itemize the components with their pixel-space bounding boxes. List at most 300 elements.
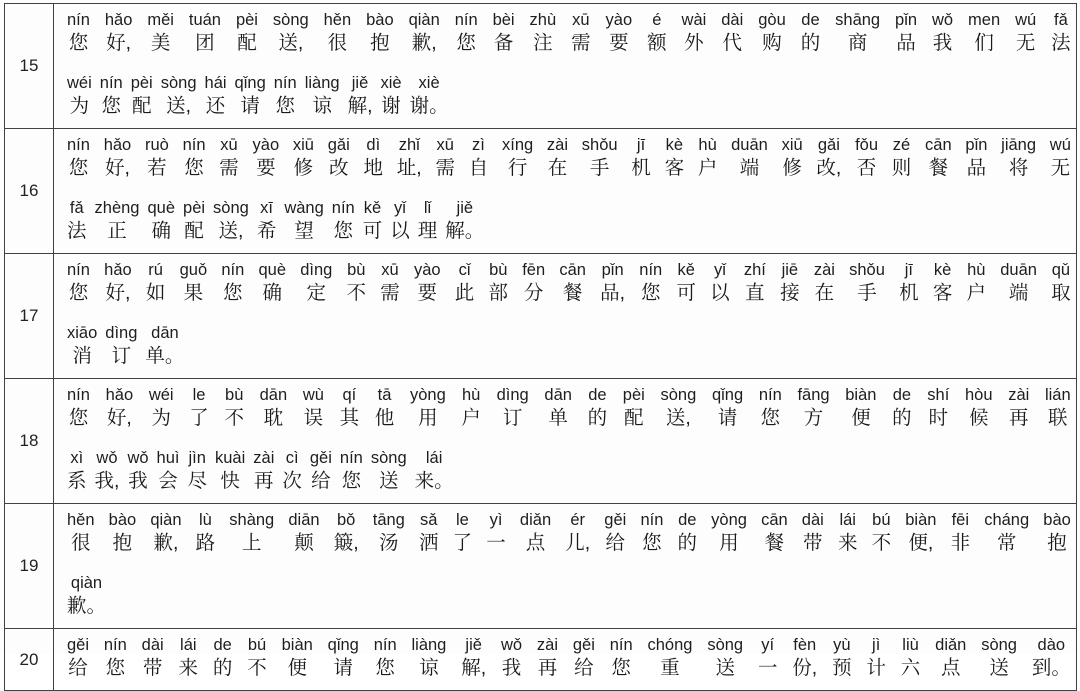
hanzi-text: 您 xyxy=(275,95,295,117)
syllable-unit xyxy=(414,259,441,306)
pinyin-text: dān xyxy=(151,324,179,342)
hanzi-text: 其 xyxy=(339,407,360,429)
pinyin-text: wǒ xyxy=(127,449,149,467)
syllable-unit xyxy=(489,259,509,306)
syllable-unit xyxy=(744,259,766,306)
pinyin-text: de xyxy=(213,636,232,654)
hanzi-text: 常 xyxy=(996,532,1017,554)
pinyin-text: gěi xyxy=(67,636,90,654)
syllable-unit xyxy=(149,384,174,431)
pinyin-text: dān xyxy=(259,386,288,404)
syllable-unit xyxy=(1051,9,1071,56)
hanzi-text: 用 xyxy=(418,407,438,429)
pinyin-text: le xyxy=(192,386,206,404)
hanzi-text: 配 xyxy=(624,407,644,429)
pinyin-text: xiè xyxy=(380,74,402,92)
syllable-unit xyxy=(253,447,274,494)
row-content-cell xyxy=(54,629,1077,691)
pinyin-text: lù xyxy=(198,511,212,529)
syllable-unit xyxy=(780,259,800,306)
pinyin-text: dài xyxy=(801,511,824,529)
pinyin-text: zhǐ xyxy=(398,136,420,154)
pinyin-text: liàng xyxy=(411,636,447,654)
hanzi-text: 方 xyxy=(803,407,824,429)
syllable-unit xyxy=(374,634,397,681)
pinyin-text: hěn xyxy=(323,11,352,29)
syllable-unit xyxy=(544,384,572,431)
hanzi-text: 联 xyxy=(1048,407,1068,429)
syllable-unit xyxy=(1032,634,1071,681)
syllable-unit xyxy=(761,509,788,556)
pinyin-text: bào xyxy=(108,511,137,529)
syllable-unit xyxy=(196,509,216,556)
pinyin-text: dài xyxy=(141,636,164,654)
syllable-unit xyxy=(1000,259,1037,306)
hanzi-text: 我 xyxy=(128,470,148,492)
hanzi-text: 计 xyxy=(866,657,886,679)
syllable-unit xyxy=(293,134,314,181)
syllable-unit xyxy=(224,384,244,431)
hanzi-text: 您 xyxy=(642,532,662,554)
hanzi-text: 手 xyxy=(857,282,877,304)
pinyin-text: nín xyxy=(67,386,90,404)
syllable-unit xyxy=(213,197,249,244)
pinyin-text: sòng xyxy=(660,386,697,404)
syllable-unit xyxy=(435,134,455,181)
hanzi-text: 歉。 xyxy=(67,595,107,617)
syllable-unit xyxy=(698,134,718,181)
pinyin-text: fēn xyxy=(522,261,546,279)
hanzi-text: 注 xyxy=(533,32,553,54)
syllable-unit xyxy=(324,9,352,56)
syllable-unit xyxy=(1001,134,1036,181)
pinyin-text: kè xyxy=(665,136,684,154)
pinyin-text: cān xyxy=(925,136,952,154)
pinyin-text: bù xyxy=(347,261,366,279)
pinyin-text: bào xyxy=(1043,511,1071,529)
pinyin-text: shǒu xyxy=(581,136,618,154)
pinyin-text: yì xyxy=(489,511,503,529)
pinyin-text: chóng xyxy=(647,636,693,654)
pinyin-text: de xyxy=(801,11,820,29)
syllable-unit xyxy=(631,134,651,181)
hanzi-text: 此 xyxy=(454,282,475,304)
pinyin-text: fèn xyxy=(793,636,817,654)
hanzi-text: 好, xyxy=(105,282,131,304)
hanzi-text: 在 xyxy=(547,157,568,179)
hanzi-text: 好, xyxy=(104,157,130,179)
pinyin-text: dì xyxy=(366,136,381,154)
hanzi-text: 若 xyxy=(147,157,167,179)
syllable-unit xyxy=(1008,384,1029,431)
syllable-unit xyxy=(469,134,489,181)
hanzi-text: 到。 xyxy=(1031,657,1071,679)
syllable-unit xyxy=(965,384,993,431)
pinyin-text: yí xyxy=(761,636,775,654)
hanzi-text: 的 xyxy=(800,32,821,54)
pinyin-text: tā xyxy=(377,386,392,404)
pinyin-text: biàn xyxy=(905,511,937,529)
pinyin-text: sòng xyxy=(370,449,407,467)
syllable-unit xyxy=(180,259,208,306)
row-number-cell: 20 xyxy=(5,629,54,691)
pinyin-text: yào xyxy=(605,11,633,29)
hanzi-text: 我 xyxy=(932,32,953,54)
syllable-unit xyxy=(455,259,475,306)
hanzi-text: 户 xyxy=(461,407,481,429)
pinyin-text: sòng xyxy=(160,74,197,92)
syllable-unit xyxy=(213,634,233,681)
syllable-unit xyxy=(347,259,367,306)
syllable-unit xyxy=(67,634,89,681)
pinyin-text: nín xyxy=(640,511,664,529)
hanzi-text: 取 xyxy=(1051,282,1071,304)
pinyin-text: gǎi xyxy=(327,136,350,154)
syllable-unit xyxy=(520,509,551,556)
pinyin-text: sòng xyxy=(707,636,744,654)
pinyin-text: nín xyxy=(221,261,245,279)
hanzi-text: 解。 xyxy=(445,220,485,242)
pinyin-text: pǐn xyxy=(895,11,918,29)
syllable-unit xyxy=(933,259,953,306)
hanzi-text: 抱 xyxy=(370,32,390,54)
syllable-unit xyxy=(731,134,768,181)
syllable-unit xyxy=(935,634,966,681)
syllable-unit xyxy=(453,509,473,556)
syllable-unit xyxy=(334,509,359,556)
hanzi-text: 的 xyxy=(587,407,608,429)
syllable-unit xyxy=(67,197,87,244)
pinyin-text: kuài xyxy=(214,449,246,467)
pinyin-text: qǔ xyxy=(1051,261,1071,279)
syllable-unit xyxy=(678,509,698,556)
pinyin-text: hǎo xyxy=(105,386,134,404)
hanzi-text: 您 xyxy=(101,95,121,117)
hanzi-text: 份, xyxy=(792,657,818,679)
syllable-unit xyxy=(183,197,205,244)
pinyin-text: sòng xyxy=(981,636,1017,654)
hanzi-text: 您 xyxy=(375,657,395,679)
syllable-unit xyxy=(104,134,132,181)
phrase-line xyxy=(67,322,1071,369)
syllable-unit xyxy=(782,134,803,181)
hanzi-text: 不 xyxy=(346,282,367,304)
syllable-unit xyxy=(253,134,280,181)
hanzi-text: 机 xyxy=(899,282,919,304)
hanzi-text: 确 xyxy=(262,282,282,304)
hanzi-text: 误 xyxy=(303,407,324,429)
pinyin-text: hù xyxy=(462,386,481,404)
hanzi-text: 您 xyxy=(68,157,89,179)
syllable-unit xyxy=(493,9,515,56)
hanzi-text: 耽 xyxy=(263,407,284,429)
syllable-unit xyxy=(147,9,174,56)
pinyin-text: wéi xyxy=(148,386,174,404)
hanzi-text: 谢。 xyxy=(409,95,449,117)
hanzi-text: 正 xyxy=(107,220,127,242)
hanzi-text: 抱 xyxy=(1047,532,1067,554)
syllable-unit xyxy=(100,72,123,119)
hanzi-text: 送, xyxy=(166,95,192,117)
syllable-unit xyxy=(967,259,987,306)
syllable-unit xyxy=(892,134,912,181)
hanzi-text: 请 xyxy=(717,407,738,429)
syllable-unit xyxy=(380,259,400,306)
hanzi-text: 理 xyxy=(417,220,438,242)
pinyin-text: fǒu xyxy=(855,136,879,154)
phrase-line xyxy=(67,134,1071,181)
pinyin-text: cì xyxy=(285,449,299,467)
pinyin-text: nín xyxy=(67,136,90,154)
row-number-cell: 16 xyxy=(5,129,54,254)
syllable-unit xyxy=(328,634,359,681)
syllable-unit xyxy=(832,634,852,681)
pinyin-text: hái xyxy=(204,74,227,92)
pinyin-text: yǐ xyxy=(394,199,406,217)
pinyin-text: nín xyxy=(339,449,363,467)
pinyin-text: lái xyxy=(425,449,443,467)
syllable-unit xyxy=(300,259,332,306)
hanzi-text: 外 xyxy=(684,32,704,54)
syllable-unit xyxy=(759,384,782,431)
hanzi-text: 地 xyxy=(363,157,384,179)
pinyin-text: hù xyxy=(698,136,717,154)
syllable-unit xyxy=(147,197,175,244)
pinyin-text: nín xyxy=(331,199,355,217)
pinyin-text: fǎ xyxy=(1054,11,1068,29)
syllable-unit xyxy=(849,259,885,306)
hanzi-text: 来 xyxy=(178,657,199,679)
syllable-unit xyxy=(582,134,618,181)
hanzi-text: 次 xyxy=(282,470,302,492)
hanzi-text: 无 xyxy=(1015,32,1036,54)
hanzi-text: 以 xyxy=(390,220,410,242)
pinyin-text: wài xyxy=(681,11,707,29)
syllable-unit xyxy=(984,509,1029,556)
hanzi-text: 您 xyxy=(611,657,631,679)
syllable-unit xyxy=(305,72,340,119)
hanzi-text: 法 xyxy=(1051,32,1071,54)
syllable-unit xyxy=(1045,384,1071,431)
syllable-unit xyxy=(282,447,302,494)
syllable-unit xyxy=(792,634,817,681)
pinyin-text: yào xyxy=(413,261,441,279)
hanzi-text: 候 xyxy=(968,407,989,429)
phrase-line xyxy=(67,259,1071,306)
pinyin-text: sòng xyxy=(272,11,309,29)
syllable-unit xyxy=(712,384,743,431)
syllable-unit xyxy=(145,134,169,181)
hanzi-text: 定 xyxy=(306,282,327,304)
hanzi-text: 否 xyxy=(856,157,877,179)
pinyin-text: wǒ xyxy=(500,636,523,654)
syllable-unit xyxy=(282,634,313,681)
syllable-unit xyxy=(845,384,876,431)
pinyin-text: qiàn xyxy=(150,511,182,529)
syllable-unit xyxy=(537,634,558,681)
hanzi-text: 点 xyxy=(525,532,546,554)
syllable-unit xyxy=(895,9,917,56)
pinyin-text: lián xyxy=(1044,386,1071,404)
pinyin-text: hòu xyxy=(964,386,993,404)
hanzi-text: 汤 xyxy=(379,532,399,554)
hanzi-text: 带 xyxy=(803,532,823,554)
pinyin-text: nín xyxy=(373,636,397,654)
pinyin-text: wù xyxy=(302,386,324,404)
syllable-unit xyxy=(236,9,258,56)
pinyin-text: nín xyxy=(182,136,206,154)
hanzi-text: 您 xyxy=(68,407,89,429)
pinyin-text: zài xyxy=(546,136,569,154)
hanzi-text: 一 xyxy=(486,532,506,554)
hanzi-text: 改, xyxy=(816,157,842,179)
hanzi-text: 快 xyxy=(220,470,240,492)
syllable-unit xyxy=(104,259,132,306)
syllable-unit xyxy=(497,384,529,431)
hanzi-text: 非 xyxy=(950,532,971,554)
syllable-unit xyxy=(183,134,206,181)
hanzi-text: 不 xyxy=(871,532,892,554)
hanzi-text: 洒 xyxy=(419,532,439,554)
syllable-unit xyxy=(623,384,645,431)
pinyin-text: nín xyxy=(99,74,123,92)
pinyin-text: qǐng xyxy=(234,74,266,92)
syllable-unit xyxy=(127,447,148,494)
pinyin-text: nín xyxy=(454,11,478,29)
syllable-unit xyxy=(866,634,886,681)
hanzi-text: 户 xyxy=(697,157,718,179)
hanzi-text: 送, xyxy=(218,220,244,242)
syllable-unit xyxy=(415,447,454,494)
hanzi-text: 请 xyxy=(240,95,260,117)
phrase-line xyxy=(67,572,1071,619)
syllable-unit xyxy=(814,259,835,306)
hanzi-text: 需 xyxy=(219,157,239,179)
hanzi-text: 便 xyxy=(851,407,871,429)
syllable-unit xyxy=(67,322,97,369)
syllable-unit xyxy=(310,447,332,494)
pinyin-text: ér xyxy=(570,511,586,529)
pinyin-text: pèi xyxy=(235,11,258,29)
hanzi-text: 接 xyxy=(780,282,800,304)
hanzi-text: 很 xyxy=(71,532,91,554)
syllable-unit xyxy=(67,447,87,494)
table-row xyxy=(5,504,1077,629)
hanzi-text: 您 xyxy=(68,282,89,304)
syllable-unit xyxy=(927,384,949,431)
syllable-unit xyxy=(410,384,446,431)
row-content-cell xyxy=(54,254,1077,379)
pinyin-text: é xyxy=(652,11,662,29)
syllable-unit xyxy=(665,134,685,181)
pinyin-text: yào xyxy=(252,136,280,154)
pinyin-text: jī xyxy=(636,136,646,154)
table-row xyxy=(5,4,1077,129)
pinyin-text: xiāo xyxy=(67,324,98,342)
syllable-unit xyxy=(925,134,952,181)
syllable-unit xyxy=(710,259,730,306)
syllable-unit xyxy=(67,384,90,431)
hanzi-text: 自 xyxy=(468,157,489,179)
syllable-unit xyxy=(461,634,486,681)
pinyin-text: lǐ xyxy=(423,199,432,217)
syllable-unit xyxy=(682,9,707,56)
pinyin-text: gěi xyxy=(309,449,332,467)
pinyin-text: dān xyxy=(544,386,572,404)
hanzi-text: 给 xyxy=(574,657,594,679)
pinyin-text: cǐ xyxy=(458,261,471,279)
hanzi-text: 用 xyxy=(719,532,739,554)
hanzi-text: 一 xyxy=(757,657,778,679)
pinyin-text: qiàn xyxy=(408,11,440,29)
hanzi-text: 确 xyxy=(151,220,171,242)
syllable-unit xyxy=(892,384,912,431)
hanzi-text: 法 xyxy=(67,220,87,242)
pinyin-text: kě xyxy=(363,199,382,217)
syllable-unit xyxy=(364,134,384,181)
pinyin-text: gǎi xyxy=(817,136,840,154)
syllable-unit xyxy=(95,447,120,494)
pinyin-text: qiàn xyxy=(70,574,103,592)
hanzi-text: 我, xyxy=(94,470,120,492)
pinyin-text: shǒu xyxy=(849,261,885,279)
hanzi-text: 再 xyxy=(254,470,274,492)
syllable-unit xyxy=(721,9,743,56)
syllable-unit xyxy=(640,509,663,556)
syllable-unit xyxy=(410,72,449,119)
pinyin-text: yǐ xyxy=(713,261,726,279)
syllable-unit xyxy=(639,259,662,306)
syllable-unit xyxy=(189,9,221,56)
pinyin-text: dào xyxy=(1037,636,1066,654)
pinyin-text: xī xyxy=(260,199,273,217)
hanzi-text: 再 xyxy=(1008,407,1029,429)
hanzi-text: 系 xyxy=(67,470,87,492)
hanzi-text: 可 xyxy=(362,220,383,242)
hanzi-text: 会 xyxy=(158,470,178,492)
hanzi-text: 行 xyxy=(507,157,528,179)
pinyin-text: nín xyxy=(758,386,782,404)
hanzi-text: 您 xyxy=(184,157,204,179)
pinyin-text: duān xyxy=(1000,261,1037,279)
pinyin-text: xiū xyxy=(292,136,314,154)
syllable-unit xyxy=(758,9,786,56)
syllable-unit xyxy=(872,509,892,556)
hanzi-text: 儿, xyxy=(565,532,591,554)
hanzi-text: 修 xyxy=(293,157,314,179)
syllable-unit xyxy=(67,72,92,119)
pinyin-text: shàng xyxy=(229,511,275,529)
hanzi-text: 送, xyxy=(665,407,691,429)
syllable-unit xyxy=(486,509,506,556)
hanzi-text: 给 xyxy=(605,532,626,554)
pinyin-text: zhù xyxy=(529,11,557,29)
syllable-unit xyxy=(258,259,286,306)
hanzi-text: 给 xyxy=(68,657,88,679)
row-number-cell: 18 xyxy=(5,379,54,504)
syllable-unit xyxy=(145,322,184,369)
syllable-unit xyxy=(179,634,199,681)
pinyin-text: jiě xyxy=(465,636,482,654)
hanzi-text: 好, xyxy=(106,32,132,54)
pinyin-text: wéi xyxy=(67,74,92,92)
hanzi-text: 了 xyxy=(452,532,473,554)
syllable-unit xyxy=(707,634,743,681)
syllable-unit xyxy=(419,509,439,556)
pinyin-text: gòu xyxy=(758,11,786,29)
hanzi-text: 谅 xyxy=(312,95,332,117)
pinyin-text: wú xyxy=(1015,11,1037,29)
